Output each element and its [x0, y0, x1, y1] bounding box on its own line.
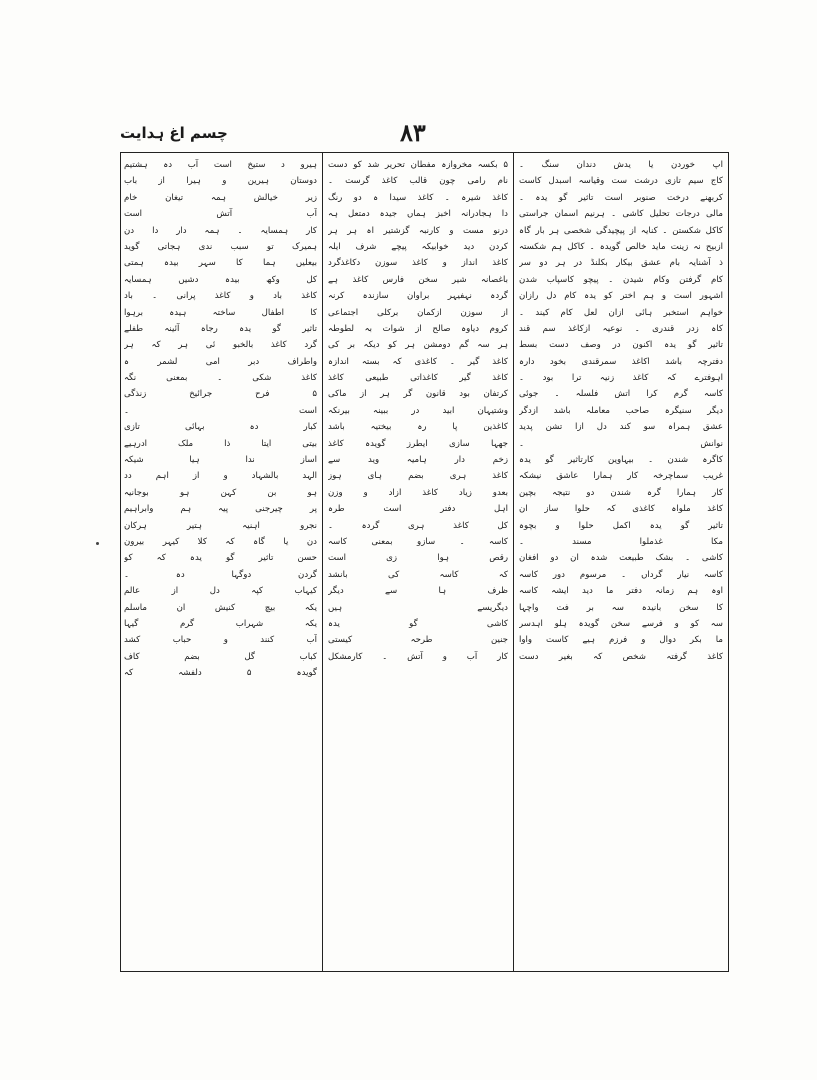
- text-line: کار آب و آتش ۔ کارمشکل: [328, 651, 508, 662]
- text-line: خواہم استخبر ہائی ازان لعل کام کیند ۔: [519, 307, 723, 318]
- text-line: کاغذ انداز و کاغذ سوزن دکاغذگرد: [328, 258, 508, 269]
- text-line: کاغذ ہری بضم ہای ہوز: [328, 471, 508, 482]
- text-line: درنو مست و کارنبہ گزشتیر اہ ہر ہر: [328, 225, 508, 236]
- text-line: ہر سہ گم دومشن ہر کو دیکہ بر کی: [328, 340, 508, 351]
- text-line: کاہ زدر قندری ۔ نوعیہ ازکاغذ سم قند: [519, 323, 723, 334]
- text-line: اپ خوردن یا یدش دندان سنگ ۔: [519, 160, 723, 170]
- text-line: اہل دفتر است طرہ: [328, 504, 508, 515]
- text-line: ازبیح نہ زینت ماید خالص گویدہ ۔ کاکل ہم شکستہ: [519, 241, 723, 252]
- text-line: وشتیہان ابید در ببینہ بیرنکہ: [328, 405, 508, 416]
- text-line: پر چیرجنی پیہ ہم وابراہیم: [124, 504, 317, 515]
- text-line: ذ آشنایہ بام عشق بیکار بکلنڈ در ہر دو سر: [519, 258, 723, 269]
- text-line: کاغذ ملواہ کاغذی کہ حلوا ساز ان: [519, 504, 723, 515]
- text-line: آب کنند و حباب کشد: [124, 635, 317, 646]
- text-line: است ۔: [124, 405, 317, 416]
- text-line: دوستان ہیرین و ہیرا از باب: [124, 176, 317, 187]
- text-line: اوہ ہم زمانہ دفتر ما دید ایشہ کاسہ: [519, 586, 723, 597]
- text-line: نوانش ۔: [519, 438, 723, 449]
- text-frame: [120, 152, 729, 972]
- text-line: ۵ بکسہ مخروازہ مفطان تحریر شد کو دست: [328, 160, 508, 170]
- text-line: زیر خیالش ہمہ تیغان خام: [124, 192, 317, 203]
- text-line: کار ہمسایہ ۔ ہمہ دار دا دن: [124, 225, 317, 236]
- text-line: اشہور است و ہم اختر کو یدہ کام دل رازان: [519, 291, 723, 302]
- text-line: زخم دار ہامیہ وید سے: [328, 455, 508, 466]
- column-middle: [322, 153, 514, 971]
- text-line: کاغذ گیر ۔ کاغذی کہ بستہ اندازہ: [328, 356, 508, 367]
- text-line: کاغذ شیرہ ۔ کاغذ سیدا ہ دو رنگ: [328, 192, 508, 203]
- text-line: واطراف دبر امی لشمر ہ: [124, 356, 317, 367]
- text-line: بیعلیں ہما کا سہر بیدہ ہمتی: [124, 258, 317, 269]
- text-line: از سوزن ازکمان برکلی اجتماعی: [328, 307, 508, 318]
- text-line: کاگرہ شندن ۔ بیہاوین کارتاثیر گو یدہ: [519, 455, 723, 466]
- text-line: ہمیرک تو سبب ندی ہجاتی گوید: [124, 241, 317, 252]
- text-line: الہد بالشہاد و از اہم دد: [124, 471, 317, 482]
- text-line: ہیرو د ستیخ است آب دہ ہشتیم: [124, 160, 317, 170]
- text-line: کرتفان بود قانون گر ہر از ماکی: [328, 389, 508, 400]
- text-line: دن یا گاہ کہ کلا کیہر بیرون: [124, 536, 317, 547]
- text-line: کاغذین پا رہ بیختیہ باشد: [328, 422, 508, 433]
- text-line: اہوفترے کہ کاغذ زنیہ ترا بود ۔: [519, 373, 723, 384]
- text-line: اساز ندا ہیا شیکہ: [124, 455, 317, 466]
- text-line: کبار دہ بہائی تازی: [124, 422, 317, 433]
- text-line: کل وکھ بیدہ دشیں ہمسایہ: [124, 274, 317, 285]
- text-line: کاکل شکستن ۔ کنایہ از پیچیدگی شخصی ہر بار گاہ: [519, 225, 723, 236]
- text-line: کردن دید خوابیکہ پیچے شرف ایلہ: [328, 241, 508, 252]
- text-line: آب آتش است: [124, 209, 317, 220]
- text-line: کاغذ گرفتہ شخص کہ بغیر دست: [519, 651, 723, 662]
- text-line: بعدو زیاد کاغذ ازاد و وزن: [328, 487, 508, 498]
- text-line: نجرو اہنیہ ہتیر ہرکان: [124, 520, 317, 531]
- text-line: کا اطفال ساختہ ہیدہ برہوا: [124, 307, 317, 318]
- text-line: تاثیر گو یدہ اکمل حلوا و بچوہ: [519, 520, 723, 531]
- text-line: کاسہ نیار گرداں ۔ مرسوم دور کاسہ: [519, 569, 723, 580]
- page-header: [120, 118, 730, 148]
- text-line: گردن دوگہا دہ ۔: [124, 569, 317, 580]
- text-line: کاج سیم تازی درشت ست وقیاسہ اسبدل کاست: [519, 176, 723, 187]
- margin-mark: [96, 542, 99, 545]
- text-line: کاشی ۔ بشک طبیعت شدہ ان دو افغان: [519, 553, 723, 564]
- text-line: ظرف ہا سے دیگر: [328, 586, 508, 597]
- column-right: [514, 153, 728, 971]
- text-line: کا سخن بانیدہ سہ بر فت واچہا: [519, 602, 723, 613]
- text-line: مالی درجات تحلیل کاشی ۔ ہرنیم اسمان جراستی: [519, 209, 723, 220]
- text-line: نام رامی چون قالب کاغذ گرست ۔: [328, 176, 508, 187]
- text-line: کاغذ شکی ۔ بمعنی نگہ: [124, 373, 317, 384]
- text-line: بیتی ایتا ذا ملک ادرہیے: [124, 438, 317, 449]
- text-line: دیگریسے ہیں: [328, 602, 508, 613]
- text-line: دیگر سنیگرہ صاحب معاملہ باشد ازدگر: [519, 405, 723, 416]
- text-line: کاغذ گیر کاغذاتی طبیعی کاغذ: [328, 373, 508, 384]
- text-line: ما بکر دوال و فرزم ہیے کاست واوا: [519, 635, 723, 646]
- text-line: کل کاغذ ہری گردہ ۔: [328, 520, 508, 531]
- text-line: دا ہجادرانہ اخبز ہماں جیدہ دمتعل ہہ: [328, 209, 508, 220]
- text-line: دفترچہ باشد اکاغذ سمرقندی بخود دارہ: [519, 356, 723, 367]
- column-left: [119, 153, 322, 971]
- text-line: باغصانہ شیر سخن فارس کاغذ ہے: [328, 274, 508, 285]
- text-line: کباب گل بضم کاف: [124, 651, 317, 662]
- text-line: کاسہ ۔ سازو بمعنی کاسہ: [328, 536, 508, 547]
- text-line: عشق ہمراہ سو کند دل ازا تشن پدید: [519, 422, 723, 433]
- text-line: کام گرفتن وکام شیدن ۔ پیچو کاسپاب شدن: [519, 274, 723, 285]
- text-line: گردہ نہفیہر براوان سازندہ کرنہ: [328, 291, 508, 302]
- text-line: رقص ہوا زی است: [328, 553, 508, 564]
- text-line: کروم دیاوہ صالح از شوات بہ لطوطہ: [328, 323, 508, 334]
- text-line: غریب سماچرخہ کار ہمارا عاشق نیشکہ: [519, 471, 723, 482]
- text-line: کہ کاسہ کی بانشد: [328, 569, 508, 580]
- text-line: تاثیر گو یدہ رجاہ آئینہ طفلے: [124, 323, 317, 334]
- text-line: سہ کو و فرسے سخن گویدہ ہلو اہدسر: [519, 618, 723, 629]
- text-line: تاثیر گو یدہ اکنون در وصف دست بسط: [519, 340, 723, 351]
- text-line: کاسہ گرم کرا اتش فلسلہ ۔ جوئی: [519, 389, 723, 400]
- running-head: چسم اغ ہدایت: [120, 124, 228, 142]
- page-number: ۸۳: [400, 118, 426, 147]
- text-line: ۵ فرح جرائیخ زنذگی: [124, 389, 317, 400]
- text-line: کاشی گو یدہ: [328, 618, 508, 629]
- text-line: گرد کاغذ بالخبو ئی ہر کہ ہر: [124, 340, 317, 351]
- text-line: یکہ بیچ کنیش ان ماسلم: [124, 602, 317, 613]
- text-line: یکہ شہراب گرم گیہا: [124, 618, 317, 629]
- text-line: کیہاب کپہ دل از عالم: [124, 586, 317, 597]
- text-line: جنین طرحہ کیستی: [328, 635, 508, 646]
- text-line: حسن تاثیر گو یدہ کہ کو: [124, 553, 317, 564]
- text-line: کربھنے درخت صنوبر است تاثیر گو یدہ ۔: [519, 192, 723, 203]
- text-line: کار ہمارا گرہ شندن دو نتیجہ بچین: [519, 487, 723, 498]
- text-line: مکا غذملوا مسند ۔: [519, 536, 723, 547]
- text-line: جھہا سازی ایطرز گویدہ کاغذ: [328, 438, 508, 449]
- text-line: گویدہ ۵ دلفشہ کہ: [124, 668, 317, 679]
- text-line: ہو بن کہن ہو بوجانیہ: [124, 487, 317, 498]
- text-line: کاغذ باد و کاغذ پرانی ۔ باد: [124, 291, 317, 302]
